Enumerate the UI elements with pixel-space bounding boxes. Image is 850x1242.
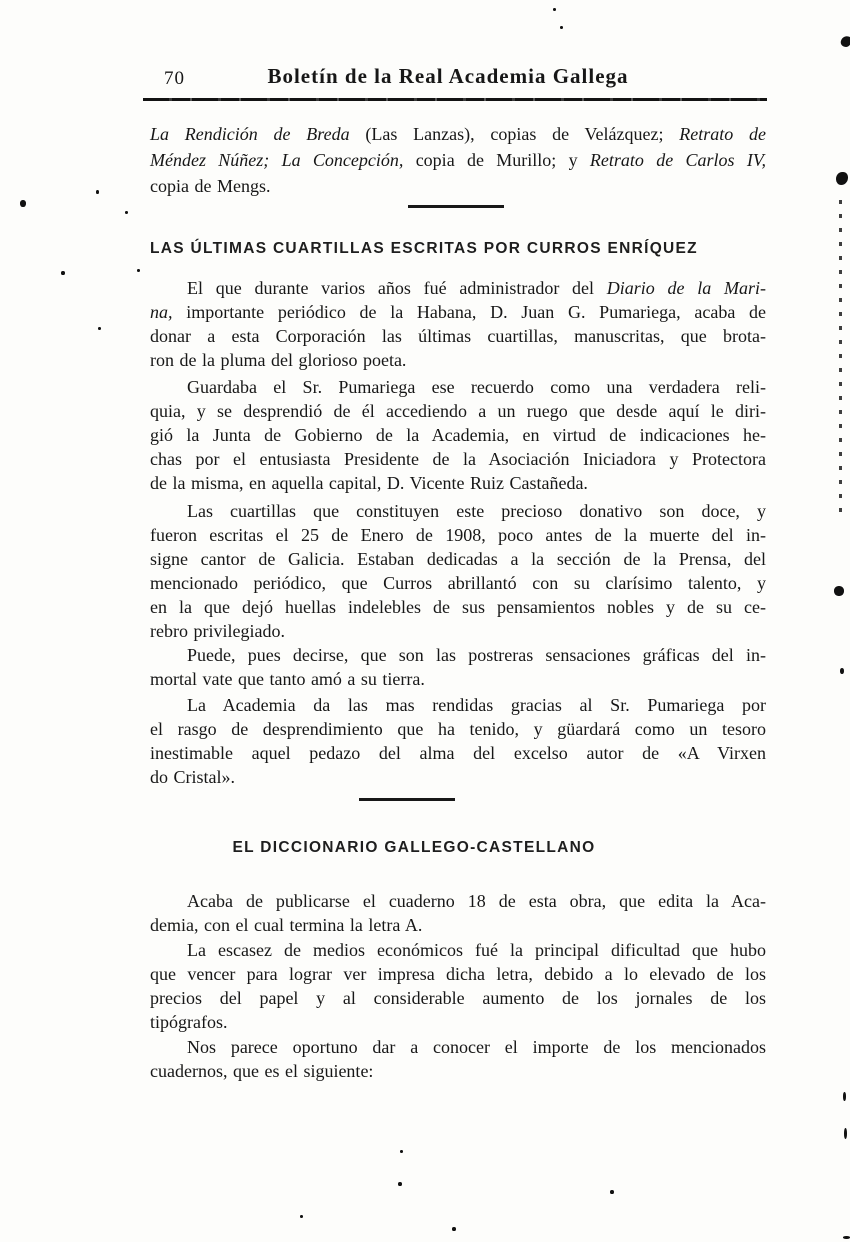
text-line: chas por el entusiasta Presidente de la Asociación Iniciadora y Protectora bbox=[150, 449, 766, 469]
text-line: donar a esta Corporación las últimas cuartillas, manuscritas, que brota- bbox=[150, 326, 766, 346]
text-line: La escasez de medios económicos fué la principal dificultad que hubo bbox=[187, 940, 766, 960]
section-divider bbox=[359, 798, 455, 801]
text-line: signe cantor de Galicia. Estaban dedicadas a la sección de la Prensa, del bbox=[150, 549, 766, 569]
text-line bbox=[150, 276, 766, 300]
text-segment: Retrato de bbox=[679, 124, 767, 144]
text-segment: (Las Lanzas), copias de Velázquez; bbox=[349, 124, 680, 144]
text-column bbox=[150, 64, 766, 1083]
paragraph bbox=[150, 276, 766, 372]
paragraph bbox=[150, 375, 766, 495]
text-line: cuadernos, que es el siguiente: bbox=[150, 1061, 374, 1081]
text-line: Nos parece oportuno dar a conocer el importe de los mencionados bbox=[187, 1037, 766, 1057]
text-line: Guardaba el Sr. Pumariega ese recuerdo como una verdadera reli- bbox=[187, 377, 766, 397]
scan-speck bbox=[553, 8, 556, 11]
scan-speck bbox=[452, 1227, 456, 1231]
scan-speck bbox=[844, 1128, 847, 1139]
text-segment: Méndez Núñez; La Concepción, bbox=[150, 150, 404, 170]
page-number: 70 bbox=[164, 68, 185, 89]
paragraph bbox=[150, 693, 766, 789]
scan-speck bbox=[125, 211, 128, 214]
scan-speck bbox=[834, 586, 844, 596]
text-line bbox=[150, 300, 766, 324]
scan-speck bbox=[560, 26, 563, 29]
section-divider bbox=[408, 205, 504, 208]
section-heading-diccionario: EL DICCIONARIO GALLEGO-CASTELLANO bbox=[232, 839, 596, 856]
text-line: do Cristal». bbox=[150, 767, 235, 787]
paragraph bbox=[150, 499, 766, 643]
scan-speck bbox=[398, 1182, 402, 1186]
text-segment: Retrato de Carlos IV, bbox=[589, 150, 766, 170]
text-line: Acaba de publicarse el cuaderno 18 de esta obra, que edita la Aca- bbox=[187, 891, 766, 911]
text-line: precios del papel y al considerable aumento de los jornales de los bbox=[150, 988, 766, 1008]
text-segment: El que durante varios años fué administrador del bbox=[187, 278, 607, 298]
scan-speck bbox=[137, 269, 140, 272]
header-rule bbox=[143, 98, 767, 101]
text-line: quia, y se desprendió de él accediendo a un ruego que desde aquí le diri- bbox=[150, 401, 766, 421]
scan-speck bbox=[836, 172, 848, 185]
text-line bbox=[150, 121, 766, 147]
text-line: mencionado periódico, que Curros abrillantó con su clarísimo talento, y bbox=[150, 573, 766, 593]
text-line: gió la Junta de Gobierno de la Academia, en virtud de indicaciones he- bbox=[150, 425, 766, 445]
scan-speck bbox=[61, 271, 65, 275]
scan-speck bbox=[300, 1215, 303, 1218]
text-segment: copia de Murillo; y bbox=[403, 150, 590, 170]
scan-speck bbox=[843, 1236, 850, 1239]
scan-speck bbox=[98, 327, 101, 330]
text-line: Puede, pues decirse, que son las postreras sensaciones gráficas del in- bbox=[187, 645, 766, 665]
text-line: inestimable aquel pedazo del alma del excelso autor de «A Virxen bbox=[150, 743, 766, 763]
text-line: La Academia da las mas rendidas gracias al Sr. Pumariega por bbox=[187, 695, 766, 715]
text-line: fueron escritas el 25 de Enero de 1908, poco antes de la muerte del in- bbox=[150, 525, 766, 545]
section-heading-curros: LAS ÚLTIMAS CUARTILLAS ESCRITAS POR CURROS ENRÍQUEZ bbox=[150, 240, 698, 257]
paragraph bbox=[150, 643, 766, 691]
text-line: el rasgo de desprendimiento que ha tenido, y güardará como un tesoro bbox=[150, 719, 766, 739]
text-line: mortal vate que tanto amó a su tierra. bbox=[150, 669, 425, 689]
scan-speck bbox=[400, 1150, 403, 1153]
paragraph bbox=[150, 938, 766, 1034]
text-segment: La Rendición de Breda bbox=[150, 124, 350, 144]
text-line: en la que dejó huellas indelebles de sus pensamientos nobles y de su ce- bbox=[150, 597, 766, 617]
running-header bbox=[150, 64, 766, 90]
paragraph bbox=[150, 889, 766, 937]
text-line: Las cuartillas que constituyen este precioso donativo son doce, y bbox=[187, 501, 766, 521]
scan-speck bbox=[843, 1092, 846, 1101]
scan-speck bbox=[20, 200, 26, 207]
journal-title: Boletín de la Real Academia Gallega bbox=[267, 64, 629, 88]
paragraph-intro bbox=[150, 121, 766, 199]
text-line: demia, con el cual termina la letra A. bbox=[150, 915, 423, 935]
text-line: copia de Mengs. bbox=[150, 176, 271, 196]
scan-speck bbox=[840, 668, 844, 674]
text-segment: importante periódico de la Habana, D. Juan G. Pumariega, acaba de bbox=[172, 302, 766, 322]
text-line: rebro privilegiado. bbox=[150, 621, 285, 641]
text-line: tipógrafos. bbox=[150, 1012, 228, 1032]
scan-speck bbox=[610, 1190, 614, 1194]
scan-speck bbox=[96, 190, 99, 194]
text-line bbox=[150, 147, 766, 173]
scan-speck bbox=[840, 35, 850, 49]
text-segment: na, bbox=[150, 302, 173, 322]
text-line: de la misma, en aquella capital, D. Vicente Ruiz Castañeda. bbox=[150, 473, 588, 493]
text-line: ron de la pluma del glorioso poeta. bbox=[150, 350, 407, 370]
paragraph bbox=[150, 1035, 766, 1083]
scan-speck-column bbox=[839, 200, 842, 522]
text-segment: Diario de la Mari- bbox=[606, 278, 766, 298]
text-line: que vencer para lograr ver impresa dicha letra, debido a lo elevado de los bbox=[150, 964, 766, 984]
